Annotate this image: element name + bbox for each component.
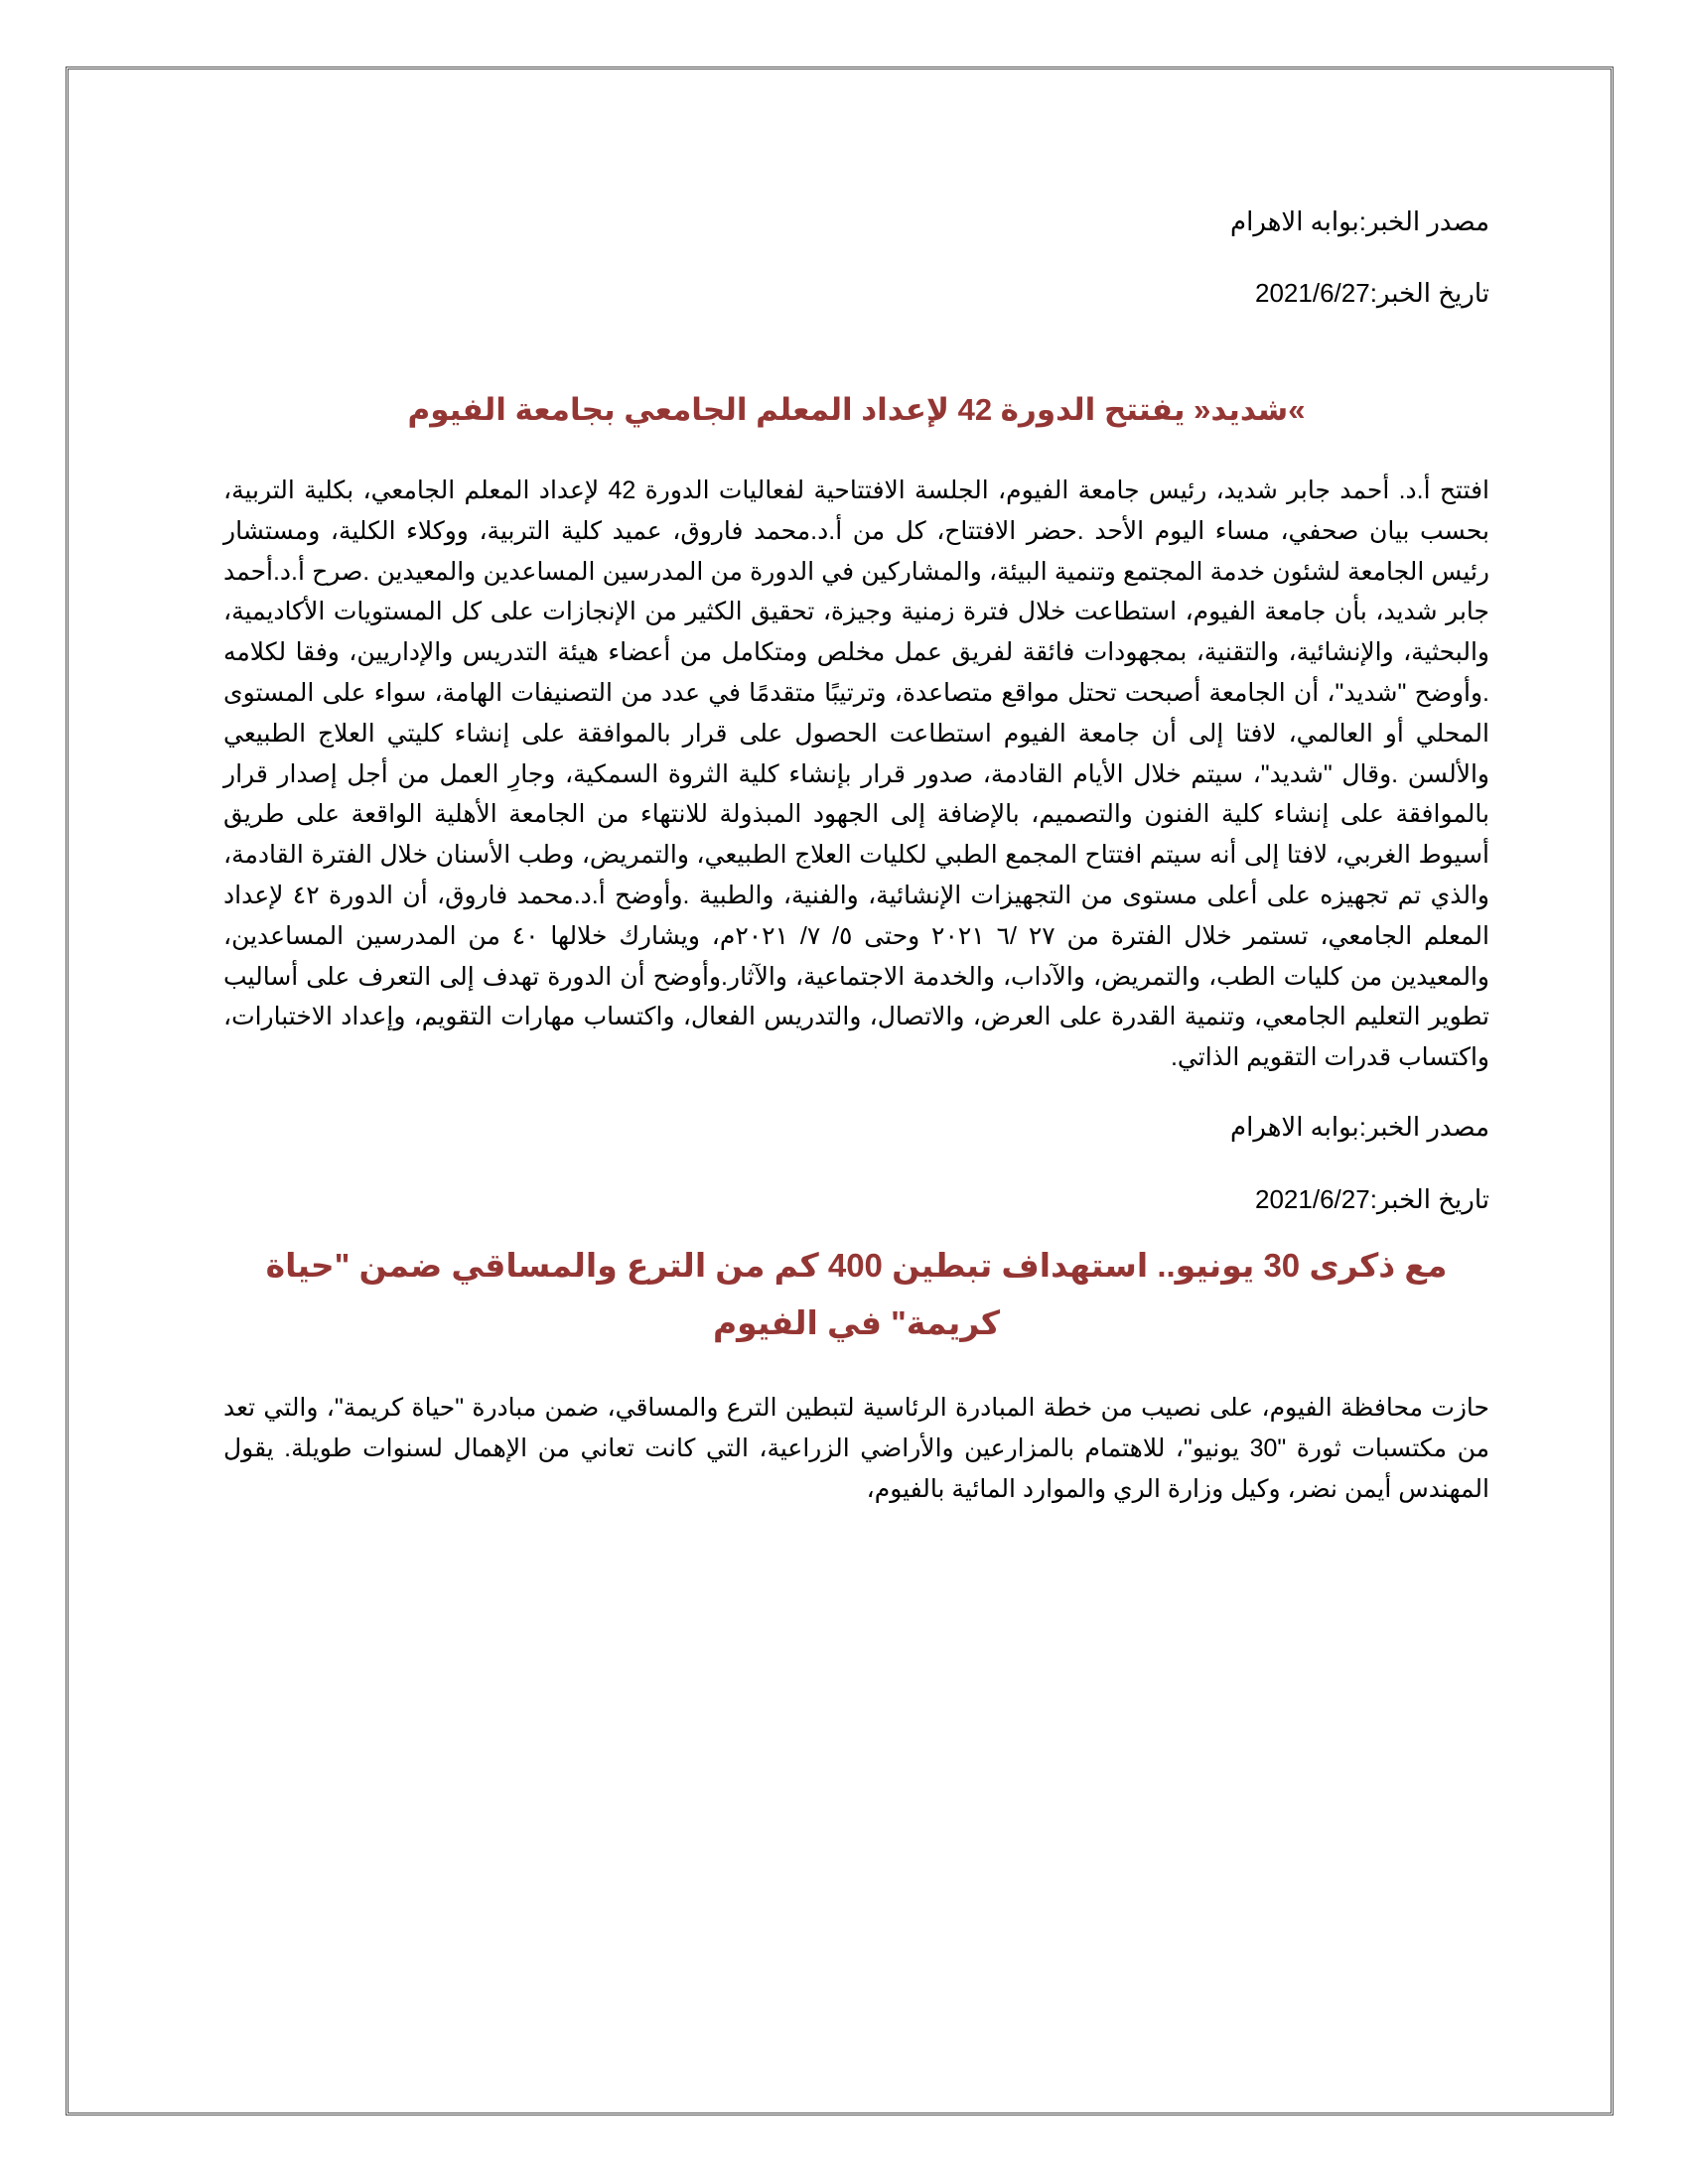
news-date: تاريخ الخبر:2021/6/27: [1255, 278, 1489, 308]
article-headline: مع ذكرى 30 يونيو.. استهداف تبطين 400 كم من الترع والمساقي ضمن "حياة كريمة" في الفيوم: [265, 1246, 1448, 1341]
news-date: تاريخ الخبر:2021/6/27: [1255, 1183, 1489, 1214]
article-body: افتتح أ.د. أحمد جابر شديد، رئيس جامعة الفيوم، الجلسة الافتتاحية لفعاليات الدورة 42 لإعداد المعلم الجامعي، بكلية التربية، بحسب بيان صحفي، مساء اليوم الأحد .حضر الافتتاح، كل من أ.د.محمد فاروق، عميد كلية التربية، ووكلاء الكلية، ومستشار رئيس الجامعة لشئون خدمة المجتمع وتنمية البيئة، والمشاركين في الدورة من المدرسين المساعدين والمعيدين .صرح أ.د.أحمد جابر شديد، بأن جامعة الفيوم، استطاعت خلال فترة زمنية وجيزة، تحقيق الكثير من الإنجازات على كل المستويات الأكاديمية، والبحثية، والإنشائية، والتقنية، بمجهودات فائقة لفريق عمل مخلص ومتكامل من أعضاء هيئة التدريس والإداريين، وفقا لكلامه .وأوضح "شديد"، أن الجامعة أصبحت تحتل مواقع متصاعدة، وترتيبًا متقدمًا في عدد من التصنيفات الهامة، سواء على المستوى المحلي أو العالمي، لافتا إلى أن جامعة الفيوم استطاعت الحصول على قرار بالموافقة على إنشاء كليتي العلاج الطبيعي والألسن .وقال "شديد"، سيتم خلال الأيام القادمة، صدور قرار بإنشاء كلية الثروة السمكية، وجارِ العمل من أجل إصدار قرار بالموافقة على إنشاء كلية الفنون والتصميم، بالإضافة إلى الجهود المبذولة للانتهاء من الجامعة الأهلية الواقعة على طريق أسيوط الغربي، لافتا إلى أنه سيتم افتتاح المجمع الطبي لكليات العلاج الطبيعي، والتمريض، وطب الأسنان خلال الفترة القادمة، والذي تم تجهيزه على أعلى مستوى من التجهيزات الإنشائية، والفنية، والطبية .وأوضح أ.د.محمد فاروق، أن الدورة ٤٢ لإعداد المعلم الجامعي، تستمر خلال الفترة من ٢٧ /٦ ٢٠٢١ وحتى ٥/ ٧/ ٢٠٢١م، ويشارك خلالها ٤٠ من المدرسين المساعدين، والمعيدين من كليات الطب، والتمريض، والآداب، والخدمة الاجتماعية، والآثار.وأوضح أن الدورة تهدف إلى التعرف على أساليب تطوير التعليم الجامعي، وتنمية القدرة على العرض، والاتصال، والتدريس الفعال، واكتساب مهارات التقويم، وإعداد الاختبارات، واكتساب قدرات التقويم الذاتي.: [223, 477, 1489, 1072]
article-body: حازت محافظة الفيوم، على نصيب من خطة المبادرة الرئاسية لتبطين الترع والمساقي، ضمن مبادرة "حياة كريمة"، والتي تعد من مكتسبات ثورة "30 يونيو"، للاهتمام بالمزارعين والأراضي الزراعية، التي كانت تعاني من الإهمال لسنوات طويلة. يقول المهندس أيمن نضر، وكيل وزارة الري والموارد المائية بالفيوم،: [223, 1393, 1489, 1503]
news-source: مصدر الخبر:بوابه الاهرام: [1230, 1111, 1489, 1142]
document-content: [223, 179, 1489, 1509]
article-headline: »شديد« يفتتح الدورة 42 لإعداد المعلم الجامعي بجامعة الفيوم: [407, 392, 1306, 427]
news-source: مصدر الخبر:بوابه الاهرام: [1230, 206, 1489, 236]
